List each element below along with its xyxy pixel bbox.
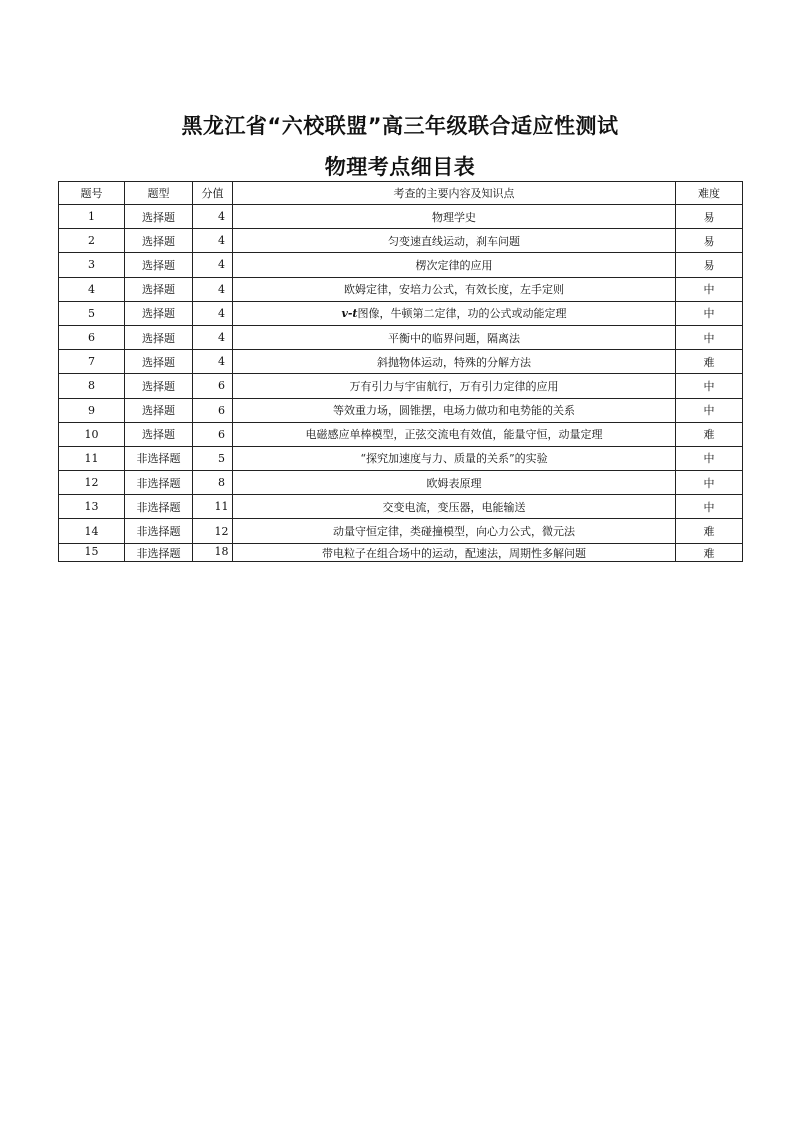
- cell-type: 非选择题: [125, 543, 193, 561]
- table-body: [59, 205, 743, 562]
- cell-content: 楞次定律的应用: [233, 253, 676, 277]
- cell-difficulty: 难: [676, 519, 743, 543]
- cell-number: 11: [59, 446, 125, 470]
- cell-difficulty: 中: [676, 446, 743, 470]
- header-difficulty: 难度: [676, 182, 743, 205]
- cell-type: 非选择题: [125, 446, 193, 470]
- cell-content: 欧姆定律，安培力公式，有效长度，左手定则: [233, 277, 676, 301]
- table-row: [59, 543, 743, 561]
- table-row: [59, 350, 743, 374]
- cell-score: 4: [193, 301, 233, 325]
- cell-number: 1: [59, 205, 125, 229]
- cell-difficulty: 难: [676, 422, 743, 446]
- cell-content: 等效重力场，圆锥摆，电场力做功和电势能的关系: [233, 398, 676, 422]
- cell-score: 6: [193, 398, 233, 422]
- cell-score: 18: [193, 543, 233, 561]
- cell-difficulty: 中: [676, 398, 743, 422]
- table-row: [59, 325, 743, 349]
- cell-number: 3: [59, 253, 125, 277]
- table-header-row: [59, 182, 743, 205]
- cell-content: 带电粒子在组合场中的运动，配速法，周期性多解问题: [233, 543, 676, 561]
- cell-difficulty: 中: [676, 471, 743, 495]
- cell-difficulty: 易: [676, 205, 743, 229]
- cell-difficulty: 难: [676, 350, 743, 374]
- header-number: 题号: [59, 182, 125, 205]
- header-score: 分值: [193, 182, 233, 205]
- table-row: [59, 446, 743, 470]
- cell-score: 4: [193, 277, 233, 301]
- cell-score: 6: [193, 422, 233, 446]
- table-row: [59, 253, 743, 277]
- cell-number: 6: [59, 325, 125, 349]
- table-row: [59, 277, 743, 301]
- table-row: [59, 205, 743, 229]
- cell-content: 电磁感应单棒模型，正弦交流电有效值，能量守恒，动量定理: [233, 422, 676, 446]
- cell-difficulty: 中: [676, 374, 743, 398]
- table-row: [59, 519, 743, 543]
- cell-number: 7: [59, 350, 125, 374]
- cell-score: 12: [193, 519, 233, 543]
- cell-score: 4: [193, 205, 233, 229]
- cell-score: 11: [193, 495, 233, 519]
- cell-difficulty: 中: [676, 325, 743, 349]
- cell-content: 动量守恒定律，类碰撞模型，向心力公式，微元法: [233, 519, 676, 543]
- cell-number: 15: [59, 543, 125, 561]
- cell-number: 9: [59, 398, 125, 422]
- cell-difficulty: 易: [676, 253, 743, 277]
- cell-score: 8: [193, 471, 233, 495]
- document-title: 黑龙江省“六校联盟”高三年级联合适应性测试: [181, 114, 619, 138]
- cell-content: [233, 301, 676, 325]
- cell-number: 14: [59, 519, 125, 543]
- cell-number: 13: [59, 495, 125, 519]
- cell-difficulty: 中: [676, 277, 743, 301]
- table-row: [59, 422, 743, 446]
- cell-content: 匀变速直线运动，刹车问题: [233, 229, 676, 253]
- cell-content: 平衡中的临界问题，隔离法: [233, 325, 676, 349]
- cell-number: 4: [59, 277, 125, 301]
- cell-difficulty: 难: [676, 543, 743, 561]
- cell-content: “探究加速度与力、质量的关系”的实验: [233, 446, 676, 470]
- cell-type: 选择题: [125, 422, 193, 446]
- cell-score: 4: [193, 350, 233, 374]
- cell-type: 选择题: [125, 398, 193, 422]
- cell-score: 4: [193, 253, 233, 277]
- vt-graph-label: v-t: [341, 307, 358, 321]
- cell-type: 选择题: [125, 325, 193, 349]
- table-row: [59, 374, 743, 398]
- cell-type: 选择题: [125, 205, 193, 229]
- cell-number: 5: [59, 301, 125, 325]
- cell-number: 10: [59, 422, 125, 446]
- exam-spec-table: [58, 181, 743, 562]
- cell-type: 非选择题: [125, 519, 193, 543]
- cell-content: 斜抛物体运动，特殊的分解方法: [233, 350, 676, 374]
- document-subtitle: 物理考点细目表: [324, 155, 476, 179]
- cell-type: 选择题: [125, 350, 193, 374]
- cell-difficulty: 易: [676, 229, 743, 253]
- cell-content: 交变电流，变压器，电能输送: [233, 495, 676, 519]
- table-row: [59, 495, 743, 519]
- cell-type: 选择题: [125, 374, 193, 398]
- cell-type: 选择题: [125, 253, 193, 277]
- cell-content-text: 图像，牛顿第二定律，功的公式或动能定理: [357, 307, 567, 321]
- cell-difficulty: 中: [676, 301, 743, 325]
- cell-content: 物理学史: [233, 205, 676, 229]
- cell-number: 12: [59, 471, 125, 495]
- cell-score: 6: [193, 374, 233, 398]
- cell-type: 选择题: [125, 229, 193, 253]
- cell-score: 4: [193, 325, 233, 349]
- table-row: [59, 471, 743, 495]
- cell-type: 选择题: [125, 301, 193, 325]
- cell-content: 欧姆表原理: [233, 471, 676, 495]
- cell-number: 2: [59, 229, 125, 253]
- header-content: 考查的主要内容及知识点: [233, 182, 676, 205]
- header-type: 题型: [125, 182, 193, 205]
- cell-content: 万有引力与宇宙航行，万有引力定律的应用: [233, 374, 676, 398]
- cell-difficulty: 中: [676, 495, 743, 519]
- cell-score: 4: [193, 229, 233, 253]
- cell-score: 5: [193, 446, 233, 470]
- table-row: [59, 229, 743, 253]
- cell-type: 选择题: [125, 277, 193, 301]
- table-row: [59, 398, 743, 422]
- cell-type: 非选择题: [125, 495, 193, 519]
- cell-type: 非选择题: [125, 471, 193, 495]
- table-row: [59, 301, 743, 325]
- cell-number: 8: [59, 374, 125, 398]
